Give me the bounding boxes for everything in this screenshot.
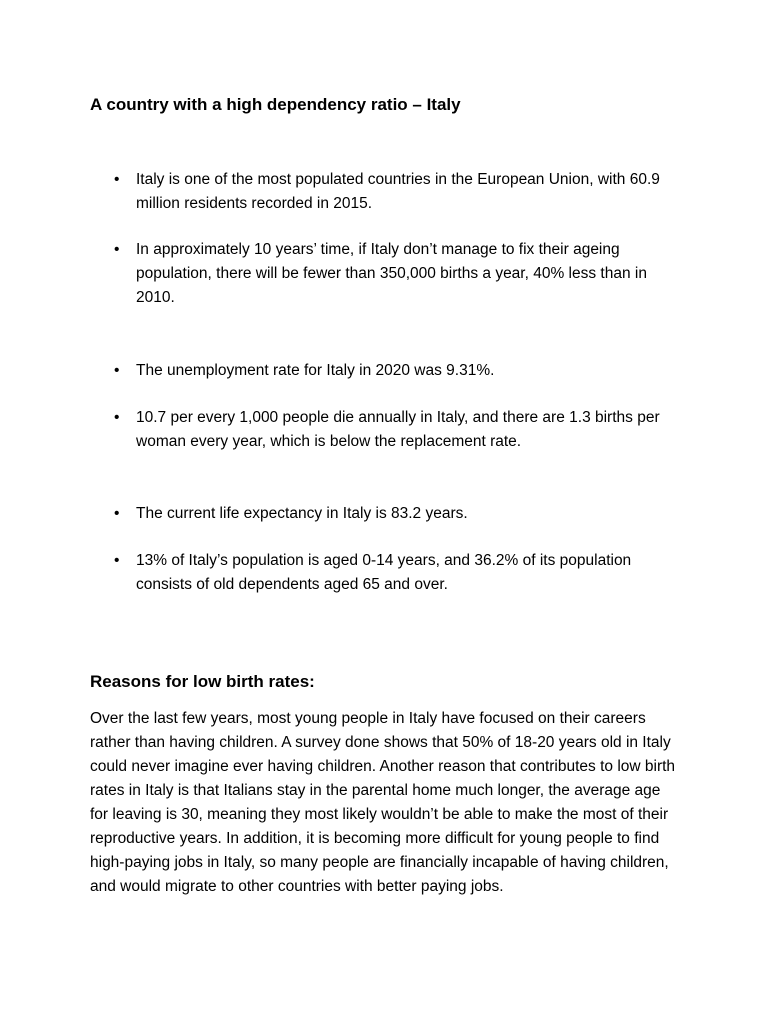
bullet-item [112,168,672,216]
bullet-text: 13% of Italy’s population is aged 0-14 years, and 36.2% of its population consists of old dependents aged 65 and over. [136,552,632,593]
bullet-text: The current life expectancy in Italy is 83.2 years. [136,505,468,522]
bullet-text: Italy is one of the most populated countries in the European Union, with 60.9 million residents recorded in 2015. [136,171,660,212]
bullet-item [112,502,672,526]
bullet-item [112,359,672,383]
bullet-marker: • [114,362,120,379]
bullet-item [112,238,672,310]
bullet-item [112,549,672,597]
bullet-marker: • [114,409,120,426]
bullet-text: In approximately 10 years’ time, if Italy don’t manage to fix their ageing population, there will be fewer than 350,000 births a year, 40% less than in 2010. [136,241,647,306]
bullet-marker: • [114,505,120,522]
bullet-marker: • [114,552,120,569]
bullet-marker: • [114,171,120,188]
document-title: A country with a high dependency ratio – Italy [90,95,461,114]
section-heading: Reasons for low birth rates: [90,672,315,691]
bullet-text: 10.7 per every 1,000 people die annually in Italy, and there are 1.3 births per woman every year, which is below the replacement rate. [136,409,660,450]
bullet-text: The unemployment rate for Italy in 2020 was 9.31%. [136,362,495,379]
body-paragraph: Over the last few years, most young people in Italy have focused on their careers rather than having children. A survey done shows that 50% of 18-20 years old in Italy could never imagine ever having children. Another reason that contributes to low birth rates in Italy is that Italians stay in the parental home much longer, the average age for leaving is 30, meaning they most likely wouldn’t be able to make the most of their reproductive years. In addition, it is becoming more difficult for young people to find high-paying jobs in Italy, so many people are financially incapable of having children, and would migrate to other countries with better paying jobs. [90,710,676,895]
bullet-marker: • [114,241,120,258]
bullet-item [112,406,672,454]
